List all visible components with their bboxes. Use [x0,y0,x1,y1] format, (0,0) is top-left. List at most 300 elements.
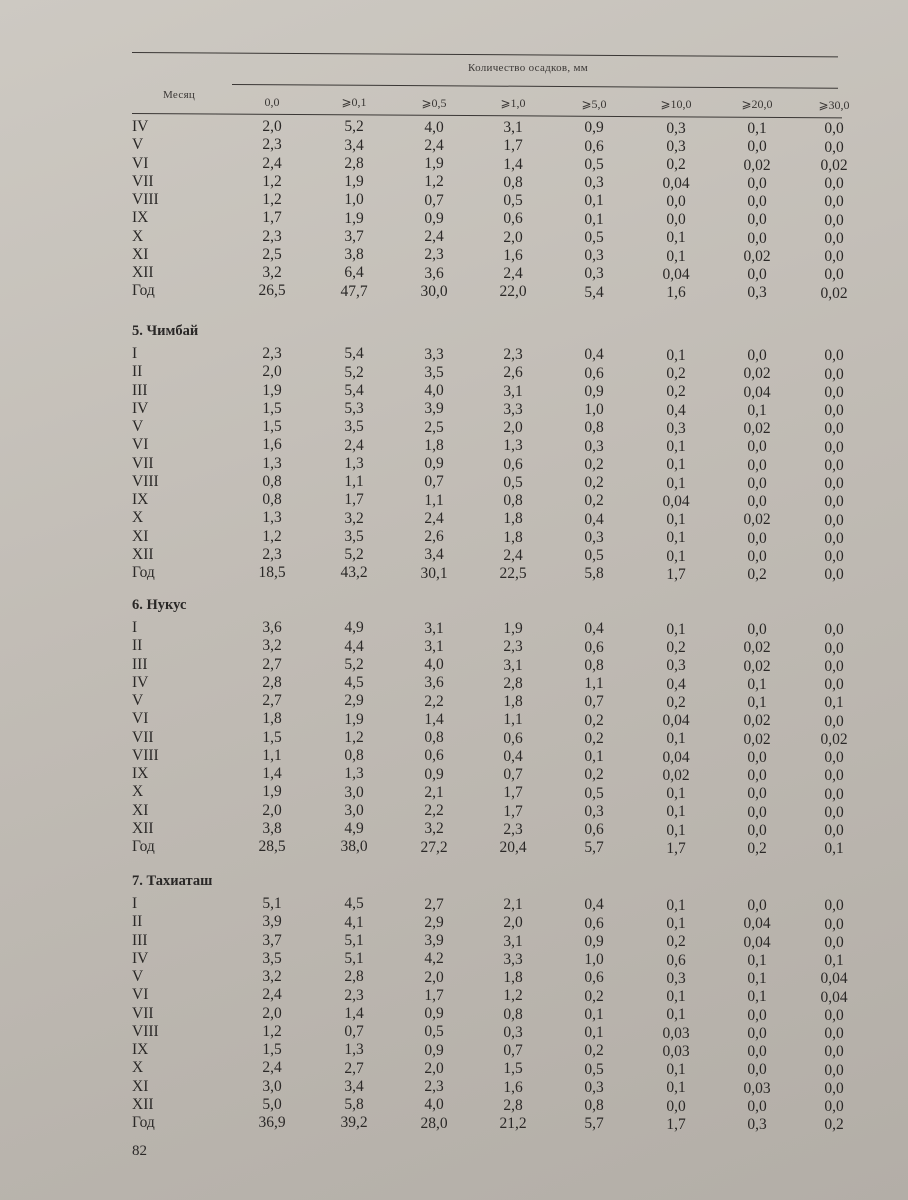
table-cell: 3,5 [344,418,364,436]
table-cell: 0,1 [666,247,686,265]
table-cell: 0,3 [584,437,604,455]
table-cell: 0,8 [424,729,444,747]
table-cell: 0,4 [584,510,604,528]
table-cell: 0,0 [824,803,844,821]
table-cell: 0,7 [503,1042,523,1060]
month-label: VIII [132,472,159,490]
table-cell: 0,7 [503,766,523,784]
table-cell: 0,6 [584,969,604,987]
table-cell: 1,9 [503,620,523,638]
table-cell: 3,5 [424,363,444,381]
station-title: 6. Нукус [132,597,187,613]
table-cell: 0,4 [584,346,604,364]
month-label: VI [132,710,149,728]
table-cell: 0,1 [747,970,767,988]
table-cell: 0,0 [747,821,767,839]
table-cell: 0,9 [424,1041,444,1059]
table-cell: 0,7 [344,1023,364,1041]
table-cell: 30,0 [420,282,448,300]
table-cell: 0,03 [743,1079,771,1097]
table-cell: 1,8 [503,528,523,546]
table-cell: 2,8 [503,1096,523,1114]
table-cell: 2,7 [344,1059,364,1077]
table-cell: 0,2 [666,156,686,174]
table-cell: 0,0 [666,192,686,210]
header-group-rule [232,84,838,89]
table-cell: 3,1 [503,382,523,400]
table-cell: 1,2 [262,1022,282,1040]
month-label: XII [132,819,154,837]
table-cell: 2,0 [262,1004,282,1022]
table-cell: 1,1 [344,473,364,491]
table-cell: 1,2 [262,172,282,190]
table-cell: 0,1 [747,120,767,138]
table-cell: 2,3 [503,820,523,838]
table-cell: 0,0 [747,347,767,365]
month-label: XI [132,1077,149,1095]
table-cell: 0,3 [584,802,604,820]
table-cell: 0,2 [584,455,604,473]
table-cell: 0,1 [666,988,686,1005]
month-label: Год [132,1114,155,1131]
column-header: ⩾0,5 [421,95,447,110]
month-label: IV [132,673,149,691]
month-label: VIII [132,191,159,208]
month-column-header: Месяц [163,89,196,101]
table-cell: 1,5 [262,1041,282,1058]
table-cell: 1,3 [344,765,364,783]
table-cell: 0,0 [824,529,844,547]
table-cell: 1,3 [344,454,364,472]
table-cell: 1,7 [262,209,282,227]
table-cell: 2,3 [503,638,523,656]
table-cell: 0,0 [824,676,844,694]
table-cell: 0,04 [662,712,690,729]
table-cell: 1,3 [262,454,282,472]
table-cell: 0,0 [747,138,767,156]
table-cell: 0,02 [743,639,771,657]
table-cell: 2,4 [424,136,444,154]
table-cell: 0,2 [584,711,604,729]
table-cell: 1,2 [424,173,444,191]
table-cell: 3,9 [424,400,444,418]
table-cell: 0,5 [584,547,604,565]
table-cell: 6,4 [344,264,364,282]
table-cell: 5,1 [344,950,364,968]
table-cell: 1,7 [344,491,364,509]
table-cell: 1,9 [344,209,364,227]
table-cell: 0,04 [662,492,690,510]
table-cell: 5,4 [584,283,604,301]
table-cell: 3,3 [503,950,523,968]
month-label: VI [132,154,149,172]
table-cell: 2,1 [503,896,523,914]
table-cell: 36,9 [258,1114,286,1131]
table-cell: 4,0 [424,1096,444,1114]
table-cell: 1,3 [503,437,523,455]
table-cell: 0,9 [424,1005,444,1023]
table-cell: 0,1 [747,401,767,419]
table-cell: 0,02 [743,247,771,265]
table-cell: 1,5 [262,418,282,435]
table-cell: 0,02 [743,365,771,383]
table-cell: 2,0 [262,118,282,135]
table-cell: 0,2 [824,1116,844,1134]
table-cell: 0,0 [824,767,844,785]
table-cell: 0,0 [824,548,844,566]
table-cell: 0,0 [824,456,844,474]
table-cell: 20,4 [499,839,527,857]
table-cell: 0,0 [747,1024,767,1042]
table-cell: 1,6 [262,436,282,454]
table-cell: 0,1 [666,620,686,638]
table-cell: 1,7 [666,1115,686,1133]
station-title: 7. Тахиаташ [132,873,213,889]
column-header: ⩾10,0 [660,97,692,111]
table-cell: 0,02 [743,420,771,438]
table-cell: 1,0 [344,191,364,209]
table-cell: 2,8 [344,968,364,986]
table-cell: 0,9 [584,119,604,137]
table-cell: 0,0 [824,383,844,401]
table-cell: 1,8 [503,693,523,711]
table-cell: 0,3 [584,174,604,192]
table-cell: 0,0 [824,749,844,767]
table-cell: 0,0 [747,547,767,565]
table-cell: 4,9 [344,820,364,838]
table-cell: 0,1 [584,1005,604,1023]
table-cell: 3,6 [424,264,444,282]
table-cell: 1,1 [584,675,604,693]
table-cell: 0,3 [584,265,604,283]
table-cell: 26,5 [258,282,286,300]
month-label: I [132,895,138,912]
table-cell: 0,8 [503,1005,523,1023]
table-cell: 0,04 [820,988,848,1006]
table-cell: 0,5 [424,1023,444,1041]
table-cell: 0,0 [824,511,844,529]
table-cell: 22,0 [499,283,527,301]
table-cell: 0,3 [584,247,604,265]
table-cell: 0,0 [747,767,767,785]
table-cell: 27,2 [420,838,448,856]
table-cell: 0,1 [824,840,844,858]
table-cell: 4,9 [344,619,364,637]
table-cell: 0,0 [747,174,767,192]
table-cell: 0,5 [584,155,604,173]
table-cell: 0,3 [584,528,604,546]
table-cell: 0,8 [503,173,523,191]
month-label: VII [132,1004,154,1022]
table-cell: 0,6 [503,210,523,228]
table-cell: 2,2 [424,802,444,820]
table-cell: 1,9 [344,173,364,191]
table-cell: 5,4 [344,381,364,399]
month-label: V [132,968,144,985]
table-cell: 2,8 [503,674,523,692]
table-cell: 0,0 [747,529,767,547]
table-cell: 0,6 [584,914,604,932]
table-cell: 0,0 [747,748,767,766]
table-cell: 0,1 [747,694,767,712]
table-cell: 1,2 [262,527,282,545]
table-cell: 0,1 [666,915,686,932]
table-cell: 4,5 [344,674,364,692]
table-cell: 0,0 [824,1006,844,1024]
table-cell: 5,3 [344,400,364,418]
month-label: VI [132,986,149,1004]
table-cell: 2,7 [424,895,444,913]
table-cell: 5,1 [262,895,282,912]
table-cell: 3,1 [424,637,444,655]
table-cell: 3,0 [344,801,364,819]
table-cell: 0,0 [824,915,844,933]
table-cell: 3,8 [344,246,364,264]
table-cell: 1,7 [666,839,686,857]
table-cell: 3,2 [262,637,282,655]
table-cell: 1,4 [262,765,282,782]
table-cell: 3,8 [262,819,282,837]
table-cell: 3,5 [262,949,282,967]
table-cell: 0,8 [262,491,282,508]
table-cell: 3,4 [344,1077,364,1095]
table-cell: 2,6 [503,364,523,382]
table-cell: 1,1 [262,746,282,764]
table-cell: 0,0 [824,493,844,511]
table-cell: 0,2 [584,1042,604,1060]
month-label: X [132,227,144,245]
table-cell: 30,1 [420,564,448,582]
table-cell: 0,0 [747,266,767,284]
table-cell: 0,0 [824,229,844,247]
table-cell: 2,0 [503,914,523,932]
table-cell: 0,0 [824,1061,844,1079]
table-cell: 2,3 [424,1078,444,1096]
table-cell: 0,1 [666,803,686,821]
table-cell: 3,0 [344,783,364,801]
table-cell: 0,04 [743,915,771,933]
month-label: II [132,363,143,381]
month-label: XII [132,264,154,281]
table-cell: 1,7 [666,565,686,583]
table-cell: 0,2 [666,365,686,382]
table-cell: 0,02 [743,712,771,730]
table-cell: 2,0 [262,363,282,381]
table-cell: 0,02 [820,284,848,302]
table-cell: 0,0 [824,120,844,138]
table-cell: 2,4 [503,265,523,283]
table-cell: 0,0 [824,933,844,951]
table-cell: 4,5 [344,895,364,913]
table-cell: 0,0 [824,897,844,915]
table-cell: 2,3 [262,545,282,563]
table-cell: 47,7 [340,282,368,300]
table-cell: 0,1 [666,511,686,528]
table-cell: 0,0 [824,347,844,365]
table-cell: 0,2 [584,474,604,492]
month-label: IV [132,399,149,417]
table-cell: 18,5 [258,564,286,581]
table-cell: 0,1 [666,1006,686,1024]
table-cell: 0,3 [666,119,686,137]
table-cell: 0,1 [666,785,686,802]
table-cell: 3,1 [424,619,444,637]
month-label: V [132,418,144,435]
table-cell: 2,0 [424,1059,444,1077]
table-cell: 0,6 [584,821,604,839]
month-label: I [132,345,138,362]
table-cell: 2,4 [262,1059,282,1077]
table-cell: 0,6 [584,137,604,155]
table-cell: 0,0 [824,402,844,420]
table-cell: 0,3 [747,284,767,302]
table-cell: 2,8 [262,673,282,691]
table-cell: 0,02 [820,156,848,174]
table-cell: 0,2 [584,766,604,784]
column-header: 0,0 [264,95,280,109]
table-cell: 3,7 [262,931,282,949]
table-cell: 0,0 [824,785,844,803]
table-cell: 0,3 [747,1116,767,1134]
table-cell: 1,5 [262,399,282,417]
table-top-rule [132,52,838,57]
table-cell: 3,1 [503,656,523,674]
table-cell: 0,1 [666,229,686,247]
table-cell: 0,4 [503,747,523,765]
table-cell: 1,1 [424,491,444,509]
month-label: XII [132,1095,154,1113]
table-cell: 1,8 [262,710,282,728]
table-cell: 2,0 [262,801,282,819]
table-cell: 0,6 [584,638,604,656]
table-cell: 0,3 [666,419,686,437]
page-number: 82 [132,1143,147,1159]
table-cell: 0,1 [666,821,686,839]
month-label: II [132,913,143,931]
station-title: 5. Чимбай [132,323,199,339]
table-cell: 1,2 [262,191,282,208]
table-cell: 2,4 [503,546,523,564]
table-cell: 3,3 [424,345,444,363]
table-cell: 0,2 [747,840,767,858]
table-cell: 0,02 [743,657,771,675]
table-cell: 0,0 [747,456,767,474]
table-cell: 3,9 [424,932,444,950]
table-cell: 0,0 [824,712,844,730]
table-cell: 2,3 [424,246,444,264]
column-header: ⩾30,0 [818,97,850,112]
table-cell: 2,3 [262,345,282,362]
table-cell: 5,4 [344,345,364,363]
table-cell: 1,4 [424,710,444,728]
table-cell: 2,5 [424,418,444,436]
table-cell: 3,7 [344,227,364,245]
table-cell: 3,9 [262,913,282,931]
table-cell: 1,2 [503,987,523,1005]
table-cell: 0,0 [824,193,844,211]
table-cell: 0,0 [747,229,767,247]
table-cell: 2,5 [262,245,282,263]
table-cell: 1,4 [344,1004,364,1022]
table-cell: 0,4 [584,620,604,638]
table-cell: 0,0 [747,1006,767,1024]
table-cell: 2,4 [424,509,444,527]
table-cell: 0,0 [747,493,767,511]
table-cell: 0,1 [666,1079,686,1097]
month-label: I [132,619,138,636]
table-cell: 0,7 [424,473,444,491]
table-cell: 2,4 [262,986,282,1004]
table-cell: 2,1 [424,783,444,801]
table-cell: 0,0 [747,785,767,803]
table-cell: 1,1 [503,711,523,729]
table-cell: 4,2 [424,950,444,968]
table-cell: 5,2 [344,118,364,136]
table-cell: 0,1 [584,210,604,228]
table-cell: 0,1 [584,1024,604,1042]
table-cell: 0,2 [666,933,686,951]
table-cell: 0,0 [747,621,767,639]
table-cell: 0,3 [666,657,686,675]
table-cell: 0,4 [666,675,686,693]
month-label: VII [132,728,154,746]
table-cell: 38,0 [340,838,368,856]
table-cell: 0,0 [824,621,844,639]
table-cell: 1,0 [584,951,604,969]
column-header: ⩾1,0 [500,96,526,111]
table-cell: 2,6 [424,528,444,546]
table-cell: 1,2 [344,728,364,746]
month-label: X [132,509,144,527]
table-cell: 0,6 [424,747,444,765]
table-cell: 5,0 [262,1095,282,1113]
table-cell: 5,2 [344,655,364,673]
table-cell: 0,1 [584,748,604,766]
table-cell: 0,5 [584,784,604,802]
month-label: III [132,381,148,399]
table-cell: 0,5 [503,192,523,210]
month-label: IX [132,765,149,782]
month-label: X [132,1059,144,1077]
table-cell: 0,02 [743,511,771,529]
table-cell: 2,0 [424,968,444,986]
table-cell: 0,4 [666,401,686,419]
table-cell: 2,2 [424,692,444,710]
month-label: X [132,783,144,801]
table-cell: 0,04 [743,933,771,951]
table-cell: 0,5 [584,228,604,246]
table-cell: 3,2 [262,968,282,985]
table-cell: 3,2 [424,820,444,838]
table-cell: 0,2 [584,987,604,1005]
table-cell: 0,2 [584,729,604,747]
table-cell: 0,02 [662,766,690,784]
table-cell: 1,8 [424,436,444,454]
table-cell: 43,2 [340,564,368,582]
table-cell: 0,6 [503,455,523,473]
table-cell: 2,8 [344,154,364,172]
table-cell: 0,0 [747,474,767,492]
table-cell: 5,1 [344,931,364,949]
month-label: Год [132,564,155,581]
table-cell: 0,1 [747,675,767,693]
table-cell: 0,4 [584,896,604,914]
table-cell: 3,2 [262,264,282,281]
column-header: ⩾20,0 [741,97,773,112]
table-cell: 3,4 [344,136,364,154]
table-cell: 0,8 [344,747,364,765]
table-cell: 0,04 [662,265,690,283]
